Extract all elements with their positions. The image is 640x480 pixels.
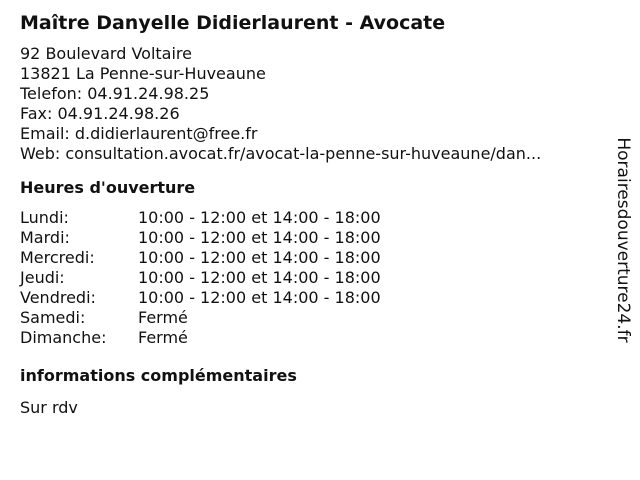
day-hours: 10:00 - 12:00 et 14:00 - 18:00 (138, 288, 381, 307)
site-watermark: Horairesdouverture24.fr (613, 137, 633, 343)
hours-row-saturday (20, 308, 610, 328)
hours-heading: Heures d'ouverture (20, 178, 196, 197)
day-hours: 10:00 - 12:00 et 14:00 - 18:00 (138, 268, 381, 287)
day-label: Dimanche: (20, 328, 107, 347)
day-hours: 10:00 - 12:00 et 14:00 - 18:00 (138, 248, 381, 267)
hours-table (20, 208, 610, 348)
hours-row-tuesday (20, 228, 610, 248)
hours-row-thursday (20, 268, 610, 288)
day-hours: 10:00 - 12:00 et 14:00 - 18:00 (138, 228, 381, 247)
day-hours: Fermé (138, 328, 188, 347)
hours-row-sunday (20, 328, 610, 348)
day-label: Lundi: (20, 208, 69, 227)
phone-line: Telefon: 04.91.24.98.25 (20, 84, 210, 103)
address-city: 13821 La Penne-sur-Huveaune (20, 64, 266, 83)
hours-row-wednesday (20, 248, 610, 268)
day-hours: 10:00 - 12:00 et 14:00 - 18:00 (138, 208, 381, 227)
page-title: Maître Danyelle Didierlaurent - Avocate (20, 12, 446, 34)
web-line: Web: consultation.avocat.fr/avocat-la-penne-sur-huveaune/dan... (20, 144, 542, 163)
contact-block (20, 44, 610, 164)
business-card (20, 10, 610, 418)
fax-line: Fax: 04.91.24.98.26 (20, 104, 180, 123)
info-text: Sur rdv (20, 398, 78, 417)
day-label: Jeudi: (20, 268, 65, 287)
info-heading: informations complémentaires (20, 366, 297, 385)
email-line: Email: d.didierlaurent@free.fr (20, 124, 258, 143)
day-hours: Fermé (138, 308, 188, 327)
day-label: Vendredi: (20, 288, 96, 307)
day-label: Mercredi: (20, 248, 95, 267)
day-label: Mardi: (20, 228, 70, 247)
day-label: Samedi: (20, 308, 86, 327)
hours-row-monday (20, 208, 610, 228)
address-street: 92 Boulevard Voltaire (20, 44, 192, 63)
hours-row-friday (20, 288, 610, 308)
